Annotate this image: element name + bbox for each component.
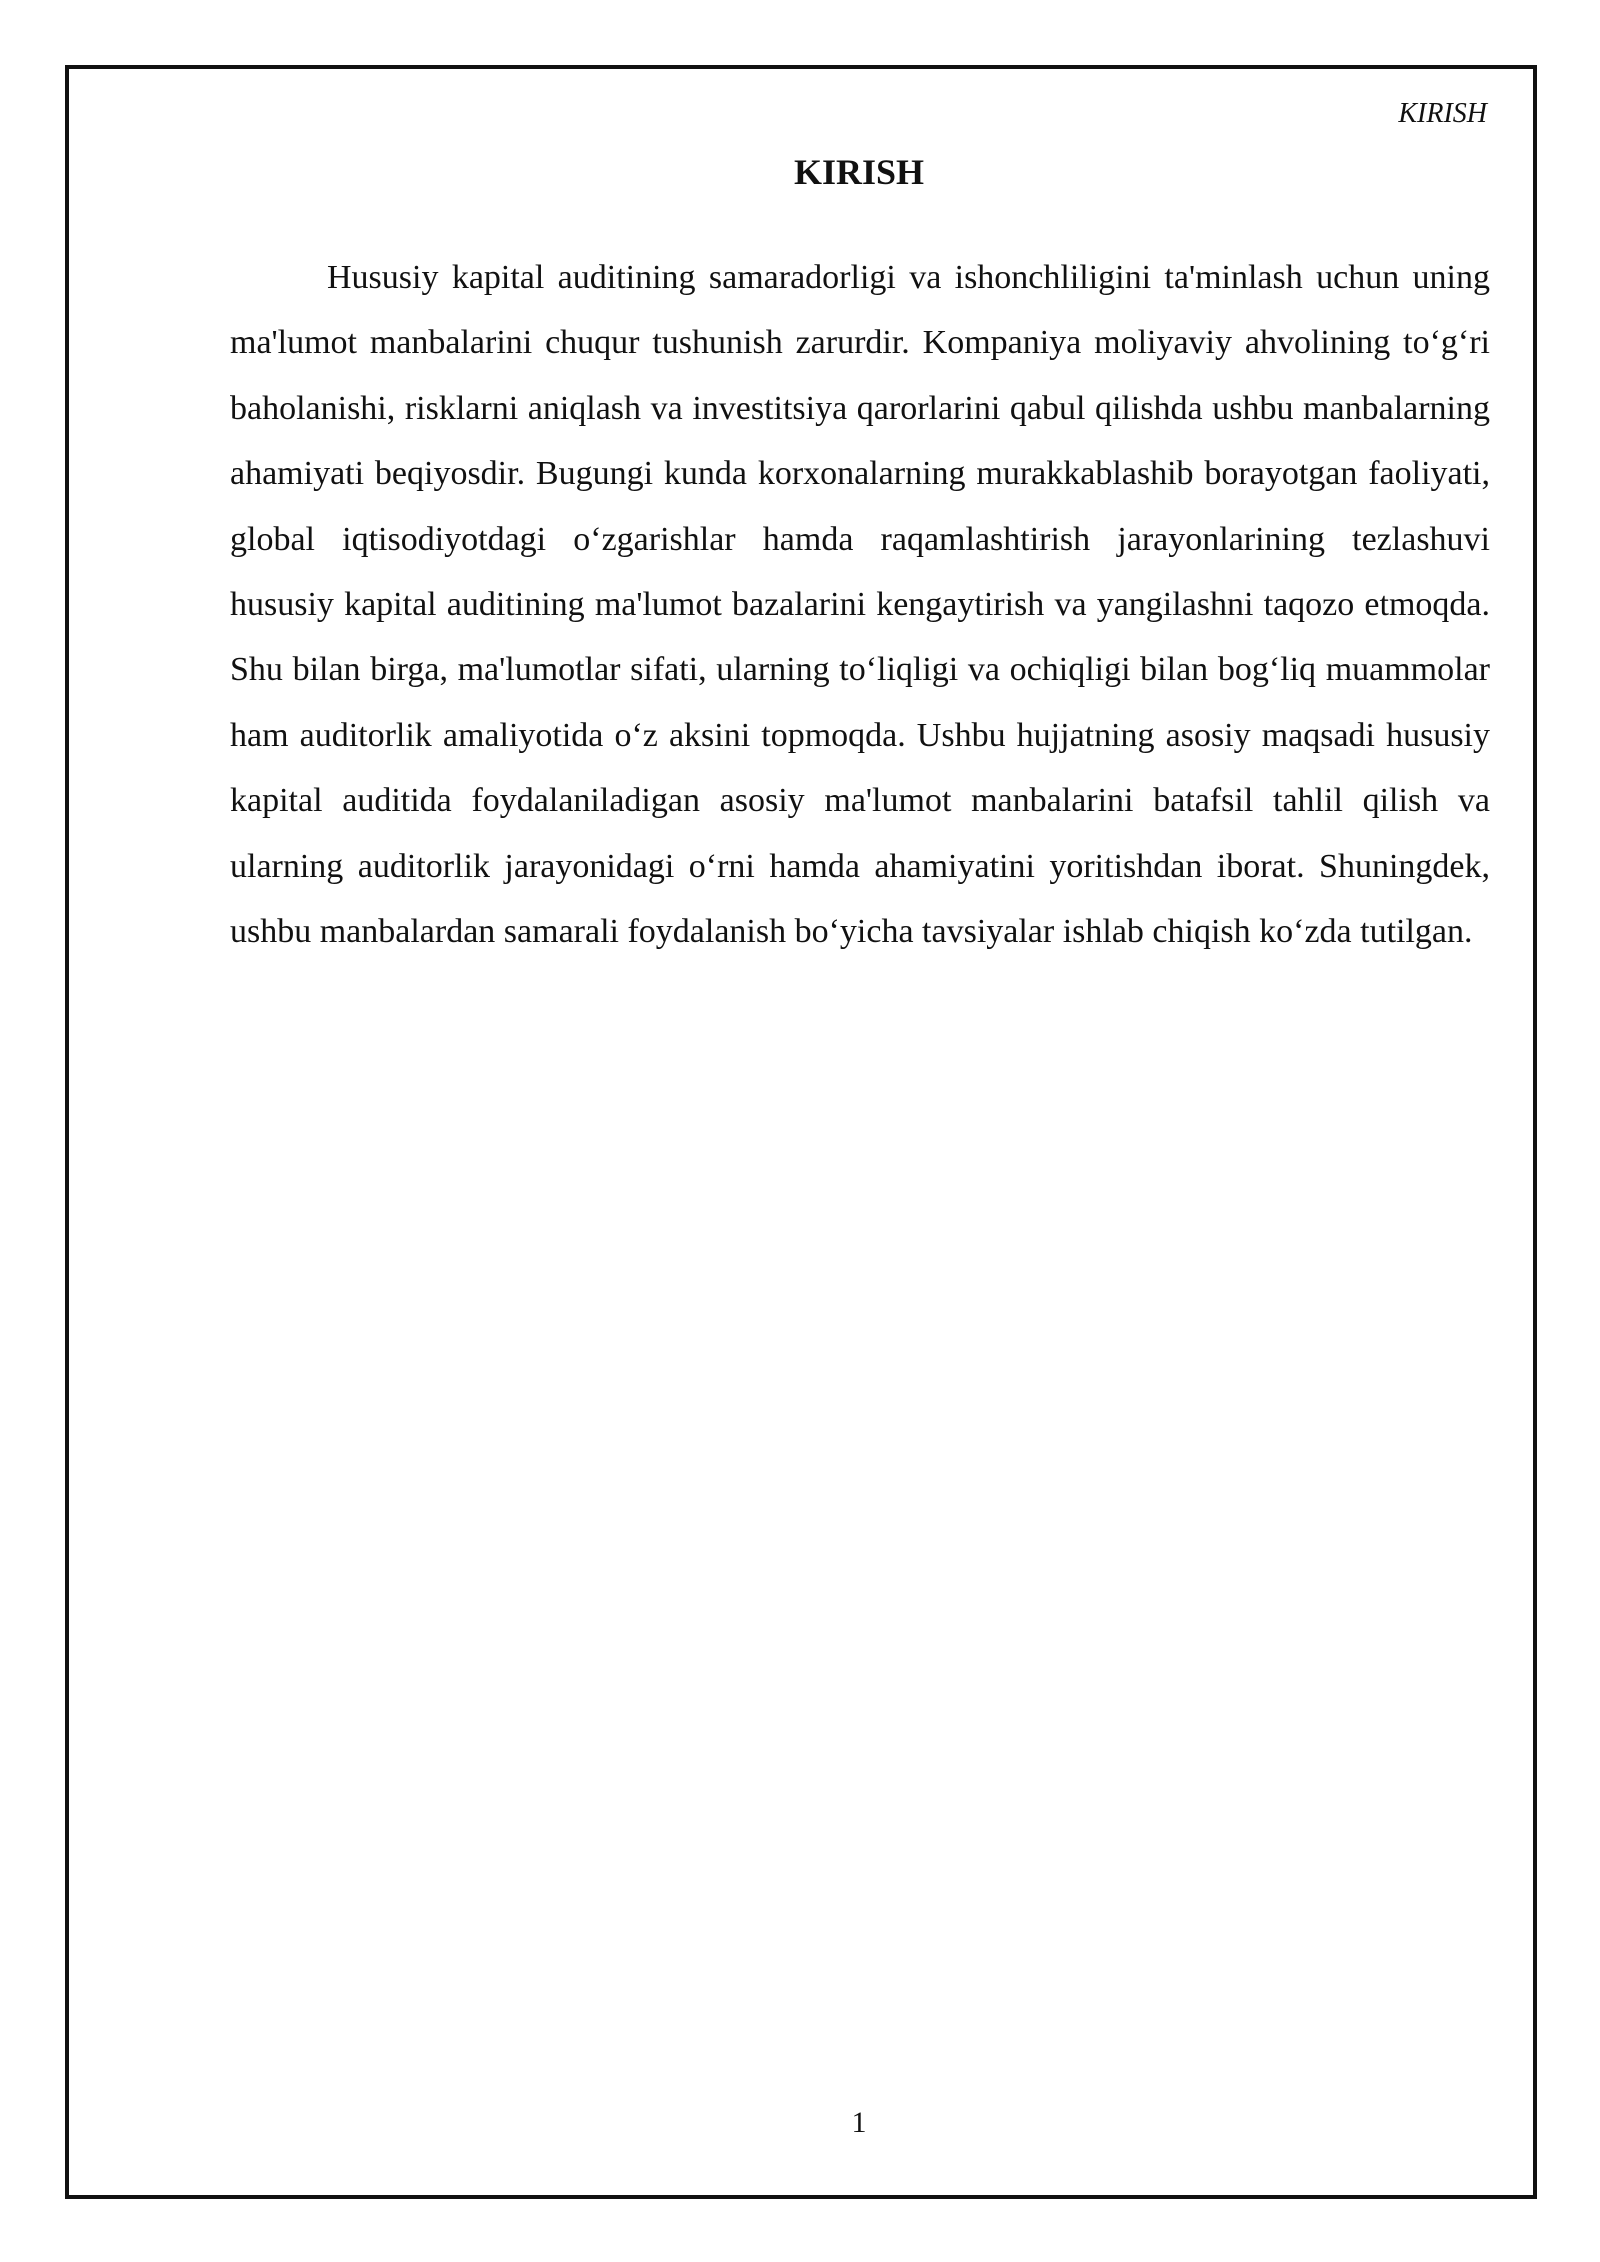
running-header: KIRISH (1398, 98, 1487, 129)
page-title: KIRISH (793, 152, 925, 192)
intro-paragraph: Hususiy kapital auditining samaradorligi va ishonchliligini ta'minlash uchun uning ma'lumot manbalarini chuqur tushunish zarurdir. Kompaniya moliyaviy ahvolining to‘g‘ri baholanishi, risklarni aniqlash va investitsiya qarorlarini qabul qilishda ushbu manbalarning ahamiyati beqiyosdir. Bugungi kunda korxonalarning murakkablashib borayotgan faoliyati, global iqtisodiyotdagi o‘zgarishlar hamda raqamlashtirish jarayonlarining tezlashuvi hususiy kapital auditining ma'lumot bazalarini kengaytirish va yangilashni taqozo etmoqda. Shu bilan birga, ma'lumotlar sifati, ularning to‘liqligi va ochiqligi bilan bog‘liq muammolar ham auditorlik amaliyotida o‘z aksini topmoqda. Ushbu hujjatning asosiy maqsadi hususiy kapital auditida foydalaniladigan asosiy ma'lumot manbalarini batafsil tahlil qilish va ularning auditorlik jarayonidagi o‘rni hamda ahamiyatini yoritishdan iborat. Shuningdek, ushbu manbalardan samarali foydalanish bo‘yicha tavsiyalar ishlab chiqish ko‘zda tutilgan. (230, 259, 1490, 951)
page-number: 1 (851, 2106, 867, 2139)
